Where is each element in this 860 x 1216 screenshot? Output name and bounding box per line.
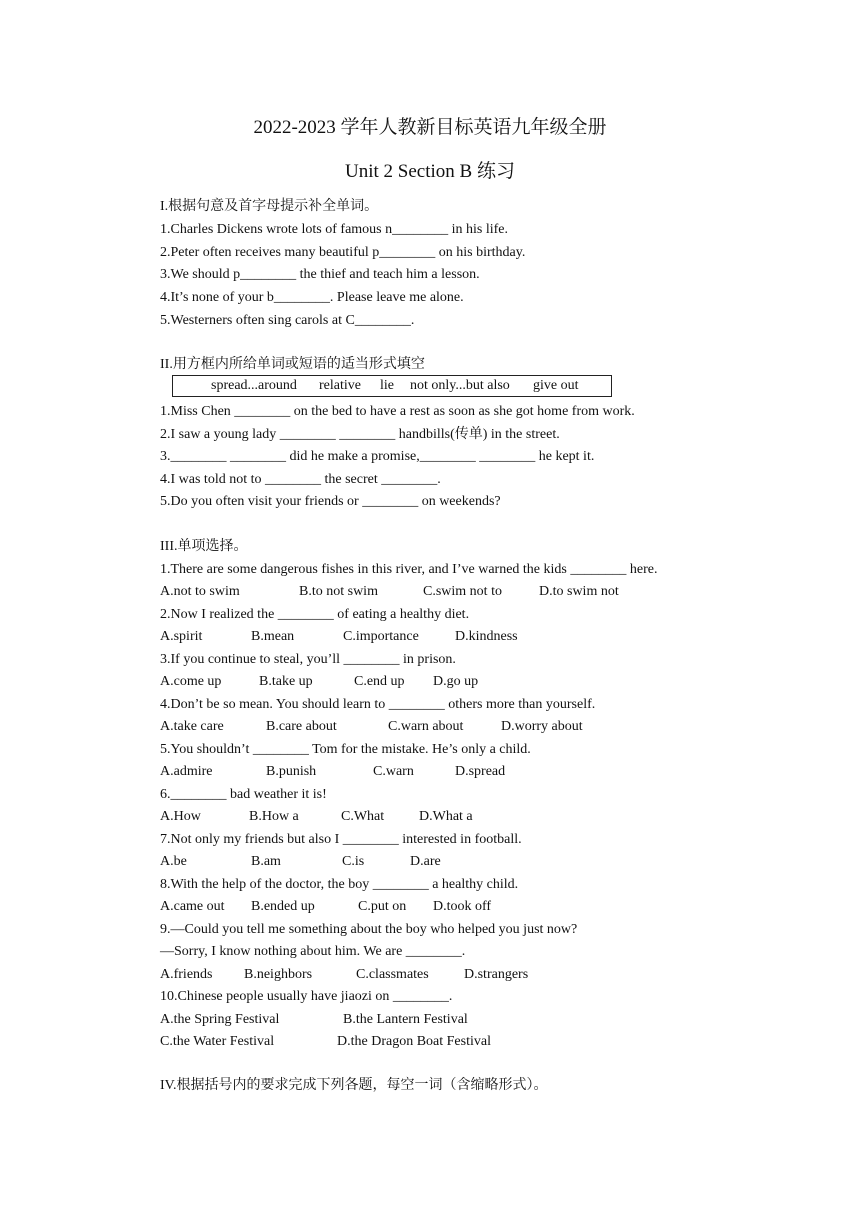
word-bank-item: give out [533,378,579,393]
option-a: A.not to swim [160,584,240,599]
word-bank-item: relative [319,378,361,393]
option-b: B.neighbors [244,967,313,982]
option-d: D.the Dragon Boat Festival [337,1034,491,1049]
option-a: A.the Spring Festival [160,1012,280,1027]
option-d: D.go up [433,674,479,689]
option-a: A.be [160,854,187,869]
option-a: A.came out [160,899,225,914]
option-a: A.How [160,809,201,824]
option-b: B.take up [259,674,313,689]
option-d: D.are [410,854,441,869]
section-1-item-5: 5.Westerners often sing carols at C________. [160,313,415,328]
option-a: A.take care [160,719,224,734]
question-9-stem: 9.—Could you tell me something about the boy who helped you just now? [160,922,578,937]
question-6-stem: 6.________ bad weather it is! [160,787,327,802]
section-1-item-2: 2.Peter often receives many beautiful p________ on his birthday. [160,245,526,260]
option-c: C.the Water Festival [160,1034,275,1049]
option-b: B.care about [266,719,337,734]
question-8-stem: 8.With the help of the doctor, the boy ________ a healthy child. [160,877,519,892]
option-a: A.friends [160,967,213,982]
option-c: C.importance [343,629,419,644]
option-d: D.spread [455,764,506,779]
question-5-stem: 5.You shouldn’t ________ Tom for the mistake. He’s only a child. [160,742,531,757]
section-1-item-1: 1.Charles Dickens wrote lots of famous n________ in his life. [160,222,509,237]
option-c: C.end up [354,674,405,689]
option-d: D.kindness [455,629,518,644]
option-b: B.punish [266,764,317,779]
word-bank-item: not only...but also [410,378,510,393]
page-subtitle: Unit 2 Section B 练习 [345,161,515,182]
section-1-item-4: 4.It’s none of your b________. Please leave me alone. [160,290,464,305]
option-d: D.What a [419,809,473,824]
section-3-heading: III.单项选择。 [160,539,248,554]
question-2-stem: 2.Now I realized the ________ of eating a healthy diet. [160,607,470,622]
option-d: D.strangers [464,967,529,982]
question-4-stem: 4.Don’t be so mean. You should learn to ________ others more than yourself. [160,697,596,712]
option-b: B.ended up [251,899,315,914]
question-3-stem: 3.If you continue to steal, you’ll ________ in prison. [160,652,456,667]
question-1-stem: 1.There are some dangerous fishes in this river, and I’ve warned the kids ________ here. [160,562,658,577]
option-a: A.admire [160,764,213,779]
option-a: A.come up [160,674,222,689]
option-a: A.spirit [160,629,203,644]
option-c: C.warn about [388,719,464,734]
word-bank-item: lie [380,378,394,393]
option-b: B.mean [251,629,295,644]
option-d: D.took off [433,899,492,914]
section-2-item-5: 5.Do you often visit your friends or ________ on weekends? [160,494,501,509]
section-2-item-4: 4.I was told not to ________ the secret ________. [160,472,441,487]
option-c: C.swim not to [423,584,502,599]
option-c: C.What [341,809,385,824]
section-2-item-3: 3.________ ________ did he make a promise,________ ________ he kept it. [160,449,595,464]
option-d: D.to swim not [539,584,619,599]
option-b: B.to not swim [299,584,378,599]
option-b: B.How a [249,809,299,824]
option-c: C.is [342,854,365,869]
word-bank-box [172,375,612,397]
word-bank-item: spread...around [211,378,297,393]
option-b: B.the Lantern Festival [343,1012,468,1027]
question-9-stem-reply: —Sorry, I know nothing about him. We are ________. [160,944,466,959]
section-2-item-1: 1.Miss Chen ________ on the bed to have a rest as soon as she got home from work. [160,404,635,419]
page-title: 2022-2023 学年人教新目标英语九年级全册 [253,117,607,138]
option-c: C.put on [358,899,407,914]
section-1-heading: I.根据句意及首字母提示补全单词。 [160,199,379,214]
question-7-stem: 7.Not only my friends but also I ________ interested in football. [160,832,522,847]
question-10-stem: 10.Chinese people usually have jiaozi on ________. [160,989,453,1004]
option-d: D.worry about [501,719,583,734]
option-c: C.warn [373,764,414,779]
section-2-item-2: 2.I saw a young lady ________ ________ handbills(传单) in the street. [160,427,560,442]
section-1-item-3: 3.We should p________ the thief and teach him a lesson. [160,267,480,282]
section-4-heading: IV.根据括号内的要求完成下列各题，每空一词（含缩略形式）。 [160,1078,548,1093]
section-2-heading: II.用方框内所给单词或短语的适当形式填空 [160,357,425,372]
option-b: B.am [251,854,281,869]
option-c: C.classmates [356,967,429,982]
